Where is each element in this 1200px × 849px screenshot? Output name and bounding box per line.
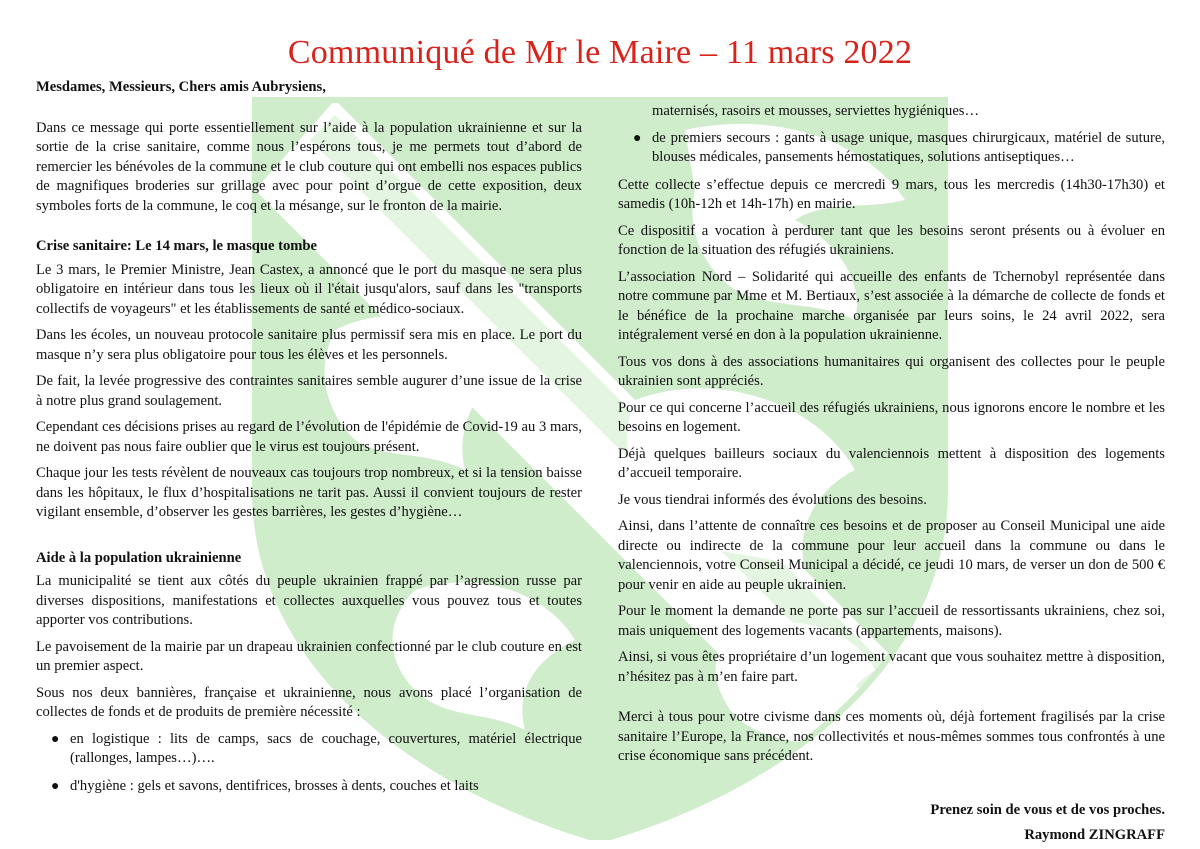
list-item-text: d'hygiène : gels et savons, dentifrices, brosses à dents, couches et laits (70, 777, 479, 794)
bullet-icon: ● (633, 130, 642, 146)
paragraph: Ainsi, si vous êtes propriétaire d’un logement vacant que vous souhaitez mettre à disposition, n’hésitez pas à m’en faire part. (618, 649, 1165, 685)
paragraph: Ce dispositif a vocation à perdurer tant que les besoins seront présents ou à évoluer en fonction de la situation des réfugiés ukrainiens. (618, 222, 1165, 258)
section-heading-ukraine: Aide à la population ukrainienne (36, 549, 242, 566)
paragraph: La municipalité se tient aux côtés du peuple ukrainien frappé par l’agression russe par diverses dispositions, manifestations et collectes auxquelles vous pouvez tous et toutes apporter vos contributions. (36, 573, 582, 628)
paragraph: De fait, la levée progressive des contraintes sanitaires semble augurer d’une issue de la crise à notre plus grand soulagement. (36, 373, 582, 409)
signoff: Prenez soin de vous et de vos proches. (930, 801, 1165, 818)
bullet-icon: ● (51, 778, 60, 794)
paragraph: Le pavoisement de la mairie par un drapeau ukrainien confectionné par le club couture en est un premier aspect. (36, 638, 582, 674)
left-column (36, 78, 582, 804)
paragraph: Déjà quelques bailleurs sociaux du valenciennois mettent à disposition des logements d’accueil temporaire. (618, 445, 1165, 481)
paragraph: L’association Nord – Solidarité qui accueille des enfants de Tchernobyl représentée dans notre commune par Mme et M. Bertiaux, s’est associée à la démarche de collecte de fonds et le bénéfice de la prochaine marche organisée par leurs soins, le 24 avril 2022, sera intégralement versé en don à la population ukrainienne. (618, 268, 1165, 343)
paragraph: Sous nos deux bannières, française et ukrainienne, nous avons placé l’organisation de collectes de fonds et de produits de première nécessité : (36, 684, 582, 720)
paragraph: Chaque jour les tests révèlent de nouveaux cas toujours trop nombreux, et si la tension baisse dans les hôpitaux, le flux d’hospitalisations ne tarit pas. Aussi il convient toujours de rester vigilant ensemble, d’observer les gestes barrières, les gestes d’hygiène… (36, 465, 582, 520)
closing-paragraph: Merci à tous pour votre civisme dans ces moments où, déjà fortement fragilisés par la crise sanitaire l’Europe, la France, nos collectivités et nous-mêmes sommes tous confrontés à une crise économique sans précédent. (618, 709, 1165, 764)
paragraph: Dans les écoles, un nouveau protocole sanitaire plus permissif sera mis en place. Le port du masque n’y sera plus obligatoire pour tous les élèves et les personnels. (36, 327, 582, 363)
list-item-text: en logistique : lits de camps, sacs de couchage, couvertures, matériel électrique (rallonges, lampes…)…. (70, 730, 582, 766)
collection-list (36, 730, 582, 797)
paragraph: Cependant ces décisions prises au regard de l’évolution de l'épidémie de Covid-19 au 3 mars, ne doivent pas nous faire oublier que le virus est toujours présent. (36, 419, 582, 455)
list-item (36, 777, 582, 797)
list-item-text: de premiers secours : gants à usage unique, masques chirurgicaux, matériel de suture, blouses médicales, pansements hémostatiques, solutions antiseptiques… (652, 129, 1165, 165)
signature: Raymond ZINGRAFF (1024, 827, 1165, 843)
salutation: Mesdames, Messieurs, Chers amis Aubrysiens, (36, 79, 326, 95)
paragraph: Pour ce qui concerne l’accueil des réfugiés ukrainiens, nous ignorons encore le nombre et les besoins en logement. (618, 399, 1165, 435)
bullet-icon: ● (51, 731, 60, 747)
paragraph: Tous vos dons à des associations humanitaires qui organisent des collectes pour le peuple ukrainien sont appréciés. (618, 353, 1165, 389)
page-title: Communiqué de Mr le Maire – 11 mars 2022 (287, 34, 913, 71)
paragraph: Cette collecte s’effectue depuis ce mercredi 9 mars, tous les mercredis (14h30-17h30) et samedis (10h-12h et 14h-17h) en mairie. (618, 176, 1165, 212)
list-item (36, 730, 582, 769)
paragraph: Ainsi, dans l’attente de connaître ces besoins et de proposer au Conseil Municipal une aide directe ou indirecte de la commune pour leur accueil dans la commune ou dans le valenciennois, votre Conseil Municipal a décidé, ce jeudi 10 mars, de verser un don de 500 € pour venir en aide au peuple ukrainien. (618, 518, 1165, 593)
list-item-continuation: maternisés, rasoirs et mousses, serviettes hygiéniques… (652, 103, 980, 119)
paragraph: Je vous tiendrai informés des évolutions des besoins. (618, 491, 927, 508)
right-column (618, 102, 1165, 846)
collection-list-continued (618, 129, 1165, 168)
paragraph: Le 3 mars, le Premier Ministre, Jean Castex, a annoncé que le port du masque ne sera plus obligatoire en intérieur dans tous les lieux où il l'était jusqu'alors, sauf dans les "transports collectifs de voyageurs" et les établissements de santé et médico-sociaux. (36, 261, 582, 317)
section-heading-sanitaire: Crise sanitaire: Le 14 mars, le masque tombe (36, 238, 318, 254)
intro-paragraph: Dans ce message qui porte essentiellement sur l’aide à la population ukrainienne et sur la sortie de la crise sanitaire, comme nous l’espérons tous, je me permets tout d’abord de remercier les bénévoles de la commune et le club couture qui ont embelli nos espaces publics de magnifiques broderies sur grillage avec pour point d’orgue de cette exposition, deux symboles forts de la commune, le coq et la mésange, sur le fronton de la mairie. (36, 119, 582, 214)
paragraph: Pour le moment la demande ne porte pas sur l’accueil de ressortissants ukrainiens, chez soi, mais uniquement des logements vacants (appartements, maisons). (618, 603, 1165, 639)
list-item (618, 129, 1165, 168)
